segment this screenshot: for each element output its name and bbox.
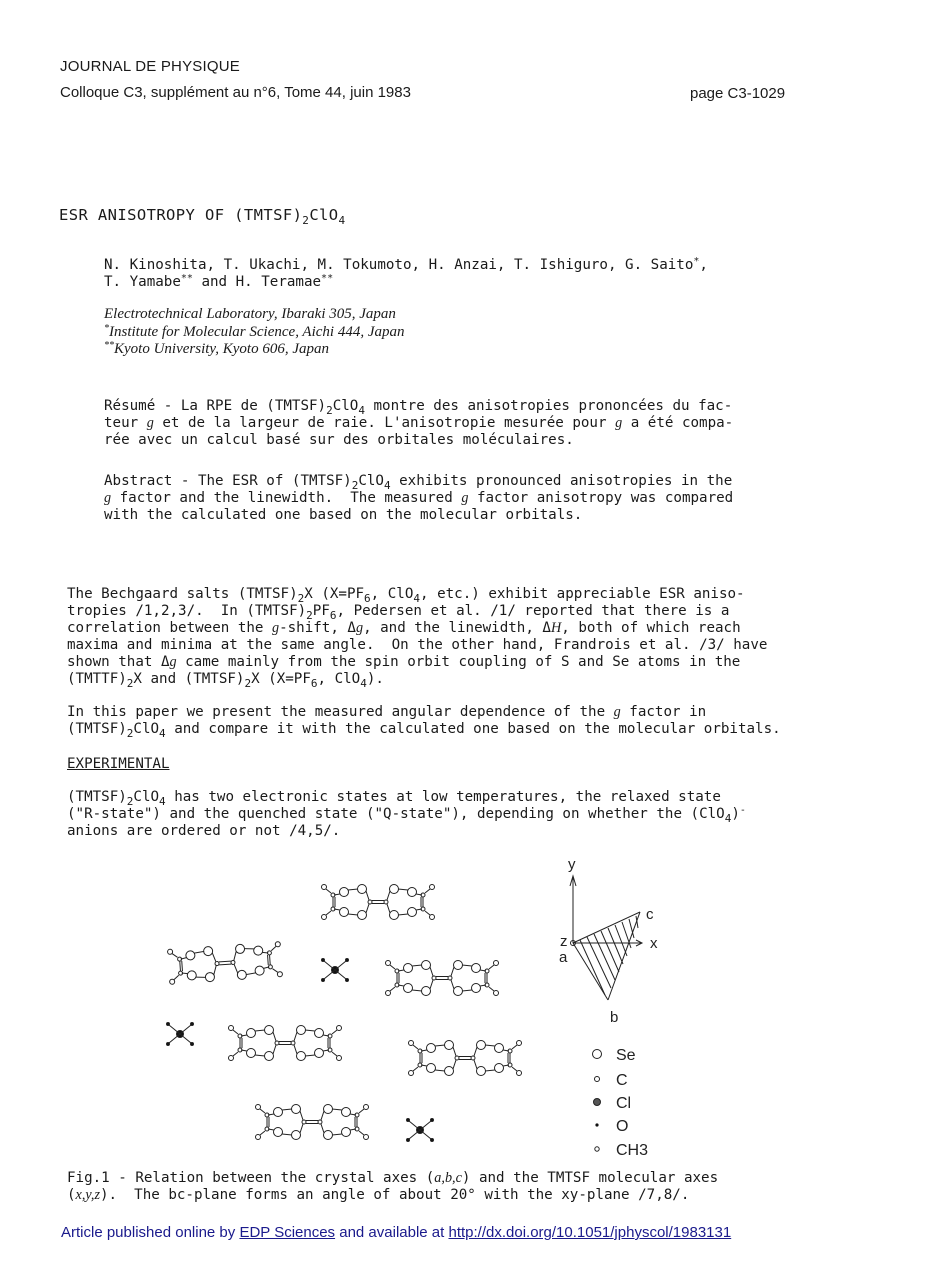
affiliation-2: *Institute for Molecular Science, Aichi 444, Japan (104, 322, 405, 340)
se-symbol (593, 1050, 602, 1059)
crystal-structure-figure (150, 850, 690, 1165)
axis-label-c: c (646, 906, 654, 923)
tmtsf-molecule (322, 885, 435, 920)
paper-title: ESR ANISOTROPY OF $(TMTSF)_2ClO_4$ (59, 206, 346, 227)
c-symbol (595, 1077, 600, 1082)
author-list: N. Kinoshita, T. Ukachi, M. Tokumoto, H. Anzai, T. Ishiguro, G. Saito*, T. Yamabe** and H. Teramae** (104, 256, 708, 290)
present-paper-paragraph: In this paper we present the measured angular dependence of the g factor in $(TMTSF)_2ClO_4$ and compare it with the calculated one based on the molecular orbitals. (67, 704, 781, 740)
legend-label-c: C (616, 1072, 628, 1089)
abstract-paragraph: Abstract - The ESR of $(TMTSF)_2ClO_4$ exhibits pronounced anisotropies in the g factor and the linewidth. The measured g factor anisotropy was compared with the calculated one based on the molecular orbitals. (104, 473, 734, 523)
legend-label-ch3: CH3 (616, 1142, 649, 1159)
affiliations (104, 306, 405, 359)
publication-footer: Article published online by EDP Sciences and available at http://dx.doi.org/10.1051/jphyscol/1983131 (61, 1224, 732, 1241)
section-heading-experimental: EXPERIMENTAL (67, 756, 170, 772)
tmtsf-molecule (229, 1026, 342, 1061)
axis-label-b: b (610, 1009, 619, 1026)
tmtsf-molecule (167, 942, 282, 985)
affiliation-1: Electrotechnical Laboratory, Ibaraki 305, Japan (104, 306, 396, 322)
axis-label-y: y (568, 856, 576, 873)
experimental-paragraph: $(TMTSF)_2ClO_4$ has two electronic states at low temperatures, the relaxed state ("R-state") and the quenched state ("Q-state"), depending on whether the (ClO$_4$)- anions are ordered or not /4,5/. (67, 789, 746, 839)
publisher-link[interactable]: EDP Sciences (239, 1224, 336, 1241)
doi-link[interactable]: http://dx.doi.org/10.1051/jphyscol/1983131 (448, 1224, 732, 1241)
axis-label-x: x (650, 935, 658, 952)
intro-paragraph: The Bechgaard salts $(TMTSF)_2X$ ($X=PF_6$, ClO$_4$, etc.) exhibit appreciable ESR aniso- tropies /1,2,3/. In $(TMTSF)_2PF_6$, Pedersen et al. /1/ reported that there is a correlation between the g-shift, Δg, and the linewidth, ΔH, both of which reach maxima and minima at the same angle. On the other hand, Frandrois et al. /3/ have shown that Δg came mainly from the spin orbit coupling of S and Se atoms in the $(TMTTF)_2X$ and $(TMTSF)_2X$ ($X=PF_6$, ClO$_4$). (67, 586, 768, 690)
legend-label-o: O (616, 1118, 629, 1135)
clo4-anion (167, 1023, 194, 1046)
o-symbol (595, 1123, 598, 1126)
axis-label-z: z (560, 933, 568, 950)
affiliation-3: **Kyoto University, Kyoto 606, Japan (104, 340, 329, 357)
figure-caption: Fig.1 - Relation between the crystal axes (a,b,c) and the TMTSF molecular axes (x,y,z). The bc-plane forms an angle of about 20° with the xy-plane /7,8/. (67, 1170, 719, 1203)
resume-paragraph: Résumé - La RPE de $(TMTSF)_2ClO_4$ montre des anisotropies prononcées du fac- teur g et de la largeur de raie. L'anisotropie mesurée pour g a été compa- rée avec un calcul basé sur des orbitales moléculaires. (104, 398, 734, 448)
cl-symbol (594, 1099, 601, 1106)
tmtsf-molecule (409, 1041, 522, 1076)
atom-legend (593, 1047, 649, 1159)
clo4-anion (322, 959, 349, 982)
legend-label-se: Se (616, 1047, 636, 1064)
tmtsf-molecule (386, 961, 499, 996)
tmtsf-molecule (256, 1105, 369, 1140)
ch3-symbol (595, 1147, 599, 1151)
colloque-info: Colloque C3, supplément au n°6, Tome 44, juin 1983 (60, 84, 411, 101)
journal-name: JOURNAL DE PHYSIQUE (60, 58, 240, 75)
axes-diagram (570, 876, 642, 1000)
legend-label-cl: Cl (616, 1095, 632, 1112)
axis-label-a: a (559, 949, 568, 966)
clo4-anion (407, 1119, 434, 1142)
page-number: page C3-1029 (690, 85, 786, 102)
